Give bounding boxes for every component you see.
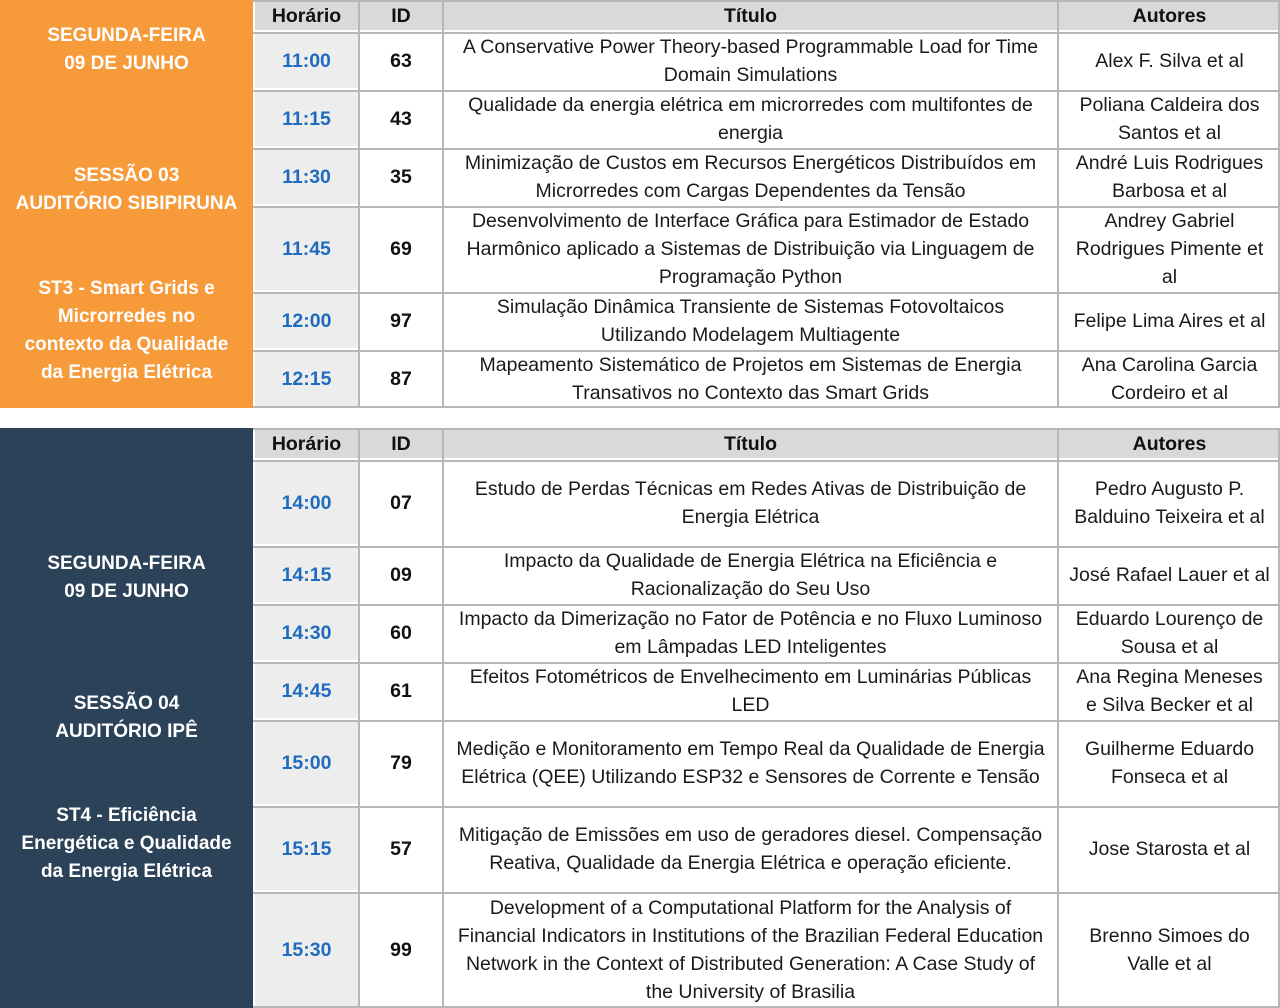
header-time: Horário — [255, 2, 358, 30]
cell-id: 07 — [360, 462, 442, 544]
cell-id: 79 — [360, 722, 442, 804]
cell-time: 11:30 — [255, 150, 358, 204]
cell-id: 57 — [360, 808, 442, 890]
cell-title: Minimização de Custos em Recursos Energéticos Distribuídos em Microrredes com Cargas Dependentes da Tensão — [444, 150, 1057, 204]
session-number: SESSÃO 03 — [73, 165, 180, 186]
header-id: ID — [360, 2, 442, 30]
table-row — [253, 206, 1280, 292]
session-block — [0, 0, 1280, 408]
track-line: da Energia Elétrica — [40, 362, 213, 383]
session-block — [0, 428, 1280, 1008]
cell-authors: Alex F. Silva et al — [1059, 34, 1280, 88]
track-line: Microrredes no — [57, 306, 196, 327]
cell-id: 69 — [360, 208, 442, 290]
cell-time: 14:45 — [255, 664, 358, 718]
header-authors: Autores — [1059, 430, 1280, 458]
track-line: ST3 - Smart Grids e — [38, 278, 215, 299]
table-row — [253, 148, 1280, 206]
cell-title: Efeitos Fotométricos de Envelhecimento em Luminárias Públicas LED — [444, 664, 1057, 718]
table-row — [253, 350, 1280, 408]
cell-time: 15:15 — [255, 808, 358, 890]
cell-time: 14:30 — [255, 606, 358, 660]
schedule-table — [253, 0, 1280, 408]
table-row — [253, 460, 1280, 546]
cell-id: 61 — [360, 664, 442, 718]
cell-authors: José Rafael Lauer et al — [1059, 548, 1280, 602]
table-row — [253, 90, 1280, 148]
cell-title: Impacto da Qualidade de Energia Elétrica na Eficiência e Racionalização do Seu Uso — [444, 548, 1057, 602]
cell-title: Mitigação de Emissões em uso de geradores diesel. Compensação Reativa, Qualidade da Energia Elétrica e operação eficiente. — [444, 808, 1057, 890]
session-track — [6, 802, 247, 886]
cell-time: 14:15 — [255, 548, 358, 602]
cell-id: 63 — [360, 34, 442, 88]
day-label: SEGUNDA-FEIRA — [47, 553, 206, 574]
session-side-panel — [0, 0, 253, 408]
session-date — [6, 550, 247, 606]
cell-authors: Pedro Augusto P. Balduino Teixeira et al — [1059, 462, 1280, 544]
table-row — [253, 662, 1280, 720]
cell-id: 09 — [360, 548, 442, 602]
cell-time: 15:00 — [255, 722, 358, 804]
table-row — [253, 892, 1280, 1008]
session-room — [6, 690, 247, 746]
session-track — [6, 275, 247, 387]
table-row — [253, 292, 1280, 350]
cell-authors: Eduardo Lourenço de Sousa et al — [1059, 606, 1280, 660]
cell-authors: Ana Carolina Garcia Cordeiro et al — [1059, 352, 1280, 406]
session-number: SESSÃO 04 — [73, 693, 180, 714]
cell-title: Mapeamento Sistemático de Projetos em Sistemas de Energia Transativos no Contexto das Smart Grids — [444, 352, 1057, 406]
table-row — [253, 806, 1280, 892]
header-id: ID — [360, 430, 442, 458]
cell-title: Development of a Computational Platform for the Analysis of Financial Indicators in Institutions of the Brazilian Federal Education Network in the Context of Distributed Generation: A Case Study of the University of Brasilia — [444, 894, 1057, 1006]
cell-time: 11:15 — [255, 92, 358, 146]
cell-authors: André Luis Rodrigues Barbosa et al — [1059, 150, 1280, 204]
cell-authors: Brenno Simoes do Valle et al — [1059, 894, 1280, 1006]
header-title: Título — [444, 2, 1057, 30]
cell-title: Qualidade da energia elétrica em microrredes com multifontes de energia — [444, 92, 1057, 146]
header-title: Título — [444, 430, 1057, 458]
schedule-table — [253, 428, 1280, 1008]
cell-authors: Felipe Lima Aires et al — [1059, 294, 1280, 348]
cell-authors: Jose Starosta et al — [1059, 808, 1280, 890]
cell-title: Estudo de Perdas Técnicas em Redes Ativas de Distribuição de Energia Elétrica — [444, 462, 1057, 544]
room-name: AUDITÓRIO IPÊ — [55, 721, 198, 742]
session-date — [6, 22, 247, 78]
header-authors: Autores — [1059, 2, 1280, 30]
cell-id: 43 — [360, 92, 442, 146]
track-line: da Energia Elétrica — [40, 861, 213, 882]
room-name: AUDITÓRIO SIBIPIRUNA — [15, 193, 238, 214]
cell-id: 87 — [360, 352, 442, 406]
header-time: Horário — [255, 430, 358, 458]
cell-id: 99 — [360, 894, 442, 1006]
track-line: contexto da Qualidade — [24, 334, 229, 355]
cell-title: Desenvolvimento de Interface Gráfica para Estimador de Estado Harmônico aplicado a Sistemas de Distribuição via Linguagem de Programação Python — [444, 208, 1057, 290]
cell-title: Medição e Monitoramento em Tempo Real da Qualidade de Energia Elétrica (QEE) Utilizando ESP32 e Sensores de Corrente e Tensão — [444, 722, 1057, 804]
cell-time: 12:00 — [255, 294, 358, 348]
cell-title: Simulação Dinâmica Transiente de Sistemas Fotovoltaicos Utilizando Modelagem Multiagente — [444, 294, 1057, 348]
table-row — [253, 546, 1280, 604]
cell-authors: Andrey Gabriel Rodrigues Pimente et al — [1059, 208, 1280, 290]
cell-authors: Poliana Caldeira dos Santos et al — [1059, 92, 1280, 146]
table-row — [253, 32, 1280, 90]
cell-time: 12:15 — [255, 352, 358, 406]
cell-id: 97 — [360, 294, 442, 348]
session-room — [6, 162, 247, 218]
cell-id: 60 — [360, 606, 442, 660]
date-label: 09 DE JUNHO — [64, 581, 189, 602]
track-line: Energética e Qualidade — [21, 833, 232, 854]
table-row — [253, 720, 1280, 806]
track-line: ST4 - Eficiência — [56, 805, 197, 826]
cell-time: 11:45 — [255, 208, 358, 290]
day-label: SEGUNDA-FEIRA — [47, 25, 206, 46]
table-row — [253, 604, 1280, 662]
cell-authors: Guilherme Eduardo Fonseca et al — [1059, 722, 1280, 804]
cell-title: A Conservative Power Theory-based Programmable Load for Time Domain Simulations — [444, 34, 1057, 88]
cell-authors: Ana Regina Meneses e Silva Becker et al — [1059, 664, 1280, 718]
cell-id: 35 — [360, 150, 442, 204]
session-side-panel — [0, 428, 253, 1008]
cell-time: 14:00 — [255, 462, 358, 544]
date-label: 09 DE JUNHO — [64, 53, 189, 74]
cell-time: 15:30 — [255, 894, 358, 1006]
cell-title: Impacto da Dimerização no Fator de Potência e no Fluxo Luminoso em Lâmpadas LED Inteligentes — [444, 606, 1057, 660]
cell-time: 11:00 — [255, 34, 358, 88]
